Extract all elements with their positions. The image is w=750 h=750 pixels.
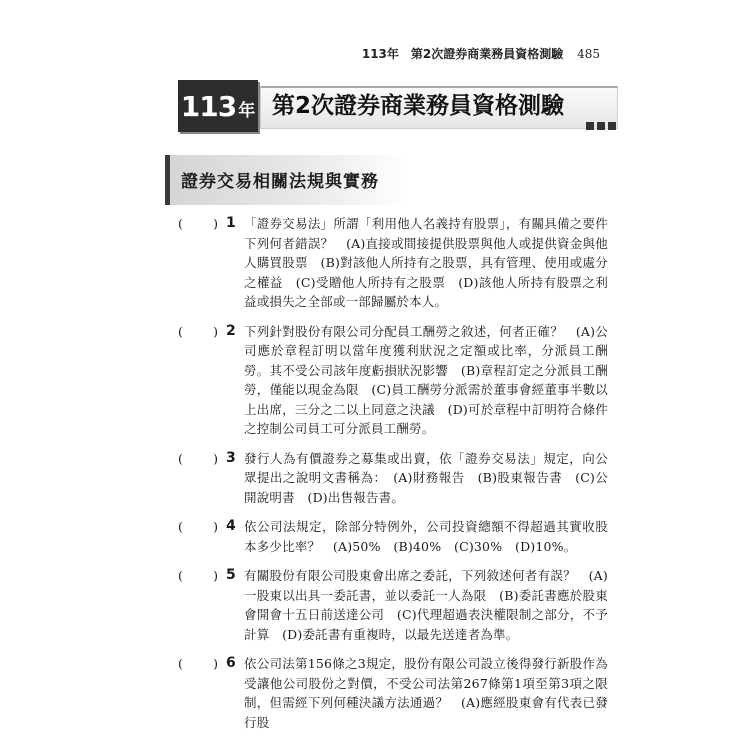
question-number: 4	[226, 518, 236, 534]
chapter-title: 第2次證券商業務員資格測驗	[272, 93, 565, 119]
square-decoration	[608, 122, 616, 130]
question-item	[178, 322, 608, 439]
question-item	[178, 566, 608, 644]
paren-open: (	[178, 450, 183, 466]
paren-open: (	[178, 519, 183, 534]
section-header	[165, 155, 410, 205]
section-accent-bar	[165, 155, 170, 205]
paren-open: (	[178, 216, 183, 231]
question-text: 依公司法規定，除部分特例外，公司投資總額不得超過其實收股本多少比率？ (A)50% (B)40% (C)30% (D)10%。	[244, 519, 608, 554]
paren-close: )	[213, 568, 218, 583]
question-number: 3	[226, 449, 236, 466]
answer-blank	[178, 322, 218, 342]
question-list	[178, 214, 608, 742]
question-number: 6	[226, 655, 236, 671]
paren-open: (	[178, 656, 183, 671]
question-item	[178, 214, 608, 312]
paren-open: (	[178, 323, 183, 339]
paren-close: )	[213, 216, 218, 231]
question-item	[178, 449, 608, 508]
question-item	[178, 654, 608, 732]
paren-close: )	[213, 519, 218, 534]
question-item	[178, 517, 608, 556]
question-text: 下列針對股份有限公司分配員工酬勞之敘述，何者正確？ (A)公司應於章程訂明以當年度獲利狀況之定額或比率，分派員工酬勞。其不受公司該年度虧損狀況影響 (B)章程訂定之分派員工酬勞，僅能以現金為限 (C)員工酬勞分派需於董事會經董事半數以上出席，三分之二以上同意之決議 (D)可於章程中訂明符合條件之控制公司員工可分派員工酬勞。	[244, 323, 608, 436]
paren-open: (	[178, 568, 183, 583]
question-text: 有關股份有限公司股東會出席之委託，下列敘述何者有誤？ (A)一股東以出具一委託書，並以委託一人為限 (B)委託書應於股東會開會十五日前送達公司 (C)代理超過表決權限制之部分，不予計算 (D)委託書有重複時，以最先送達者為準。	[244, 568, 608, 642]
answer-blank	[178, 654, 218, 674]
paren-close: )	[213, 656, 218, 671]
square-decoration	[597, 122, 605, 130]
question-number: 2	[226, 322, 236, 339]
paren-close: )	[213, 450, 218, 466]
question-text: 依公司法第156條之3規定，股份有限公司設立後得發行新股作為受讓他公司股份之對價，不受公司法第267條第1項至第3項之限制，但需經下列何種決議方法通過？ (A)應經股東會有代表已發行股	[244, 656, 608, 730]
answer-blank	[178, 214, 218, 234]
square-decoration	[586, 122, 594, 130]
section-title: 證券交易相關法規與實務	[181, 172, 379, 192]
year-number: 113	[180, 89, 237, 123]
answer-blank	[178, 566, 218, 586]
paren-close: )	[213, 323, 218, 339]
question-number: 1	[226, 215, 236, 231]
answer-blank	[178, 517, 218, 537]
running-head	[362, 45, 600, 62]
question-number: 5	[226, 567, 236, 583]
question-text: 發行人為有價證券之募集或出賣，依「證券交易法」規定，向公眾提出之說明文書稱為： (A)財務報告 (B)股東報告書 (C)公開說明書 (D)出售報告書。	[244, 450, 608, 505]
year-badge	[178, 80, 258, 132]
year-suffix: 年	[238, 100, 256, 121]
question-text: 「證券交易法」所謂「利用他人名義持有股票」，有關具備之要件下列何者錯誤？ (A)直接或間接提供股票與他人或提供資金與他人購買股票 (B)對該他人所持有之股票，具有管理、使用或處分之權益 (C)受贈他人所持有之股票 (D)該他人所持有股票之利益或損失之全部或一部歸屬於本人。	[244, 216, 608, 309]
page-number: 485	[577, 47, 600, 61]
running-head-title: 113年 第2次證券商業務員資格測驗	[361, 47, 564, 61]
chapter-title-banner	[178, 80, 618, 132]
answer-blank	[178, 449, 218, 469]
decorative-squares	[586, 122, 616, 130]
